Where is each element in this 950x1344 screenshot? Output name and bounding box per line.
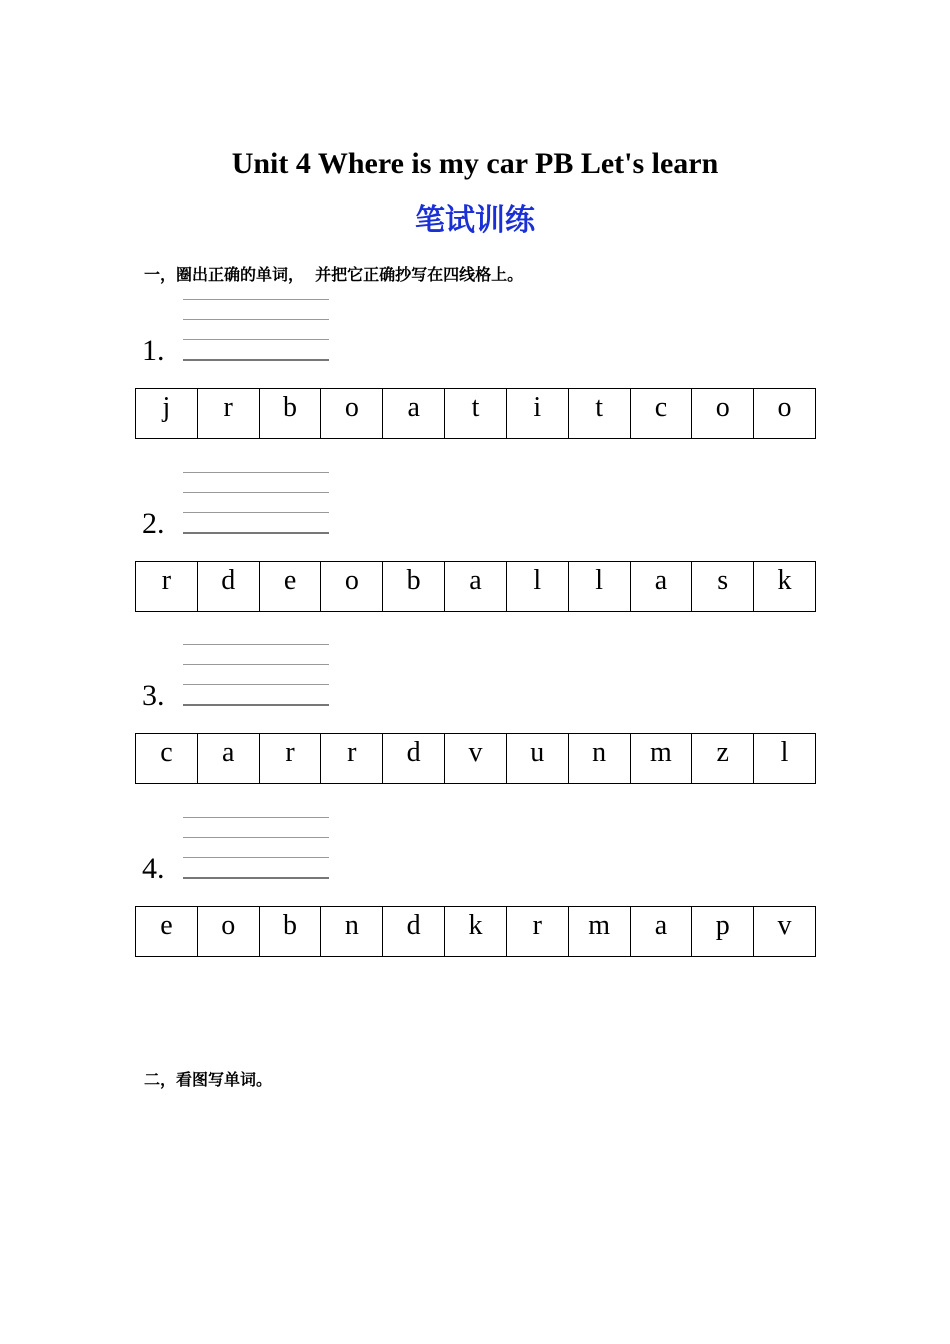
four-line-writing-grid[interactable]	[183, 296, 329, 362]
letter-grid	[135, 388, 816, 439]
four-line-writing-grid[interactable]	[183, 641, 329, 707]
grid-line	[183, 472, 329, 473]
letter-cell[interactable]: s	[692, 562, 754, 611]
letter-cell[interactable]: r	[136, 562, 198, 611]
grid-line	[183, 359, 329, 361]
letter-cell[interactable]: d	[383, 907, 445, 956]
letter-cell[interactable]: e	[136, 907, 198, 956]
letter-cell[interactable]: r	[260, 734, 322, 783]
four-line-writing-grid[interactable]	[183, 814, 329, 880]
letter-grid	[135, 733, 816, 784]
grid-line	[183, 339, 329, 340]
letter-cell[interactable]: k	[445, 907, 507, 956]
letter-cell[interactable]: o	[321, 389, 383, 438]
grid-line	[183, 704, 329, 706]
letter-cell[interactable]: t	[445, 389, 507, 438]
grid-line	[183, 664, 329, 665]
letter-grid	[135, 561, 816, 612]
letter-cell[interactable]: n	[569, 734, 631, 783]
section2-instruction: 二，看图写单词。	[144, 1070, 273, 1089]
letter-cell[interactable]: u	[507, 734, 569, 783]
letter-cell[interactable]: o	[321, 562, 383, 611]
letter-cell[interactable]: l	[569, 562, 631, 611]
letter-cell[interactable]: d	[198, 562, 260, 611]
letter-cell[interactable]: c	[631, 389, 693, 438]
letter-cell[interactable]: l	[507, 562, 569, 611]
letter-cell[interactable]: z	[692, 734, 754, 783]
letter-cell[interactable]: e	[260, 562, 322, 611]
grid-line	[183, 299, 329, 300]
page-title: Unit 4 Where is my car PB Let's learn	[231, 147, 719, 180]
letter-cell[interactable]: b	[260, 907, 322, 956]
grid-line	[183, 319, 329, 320]
letter-cell[interactable]: m	[569, 907, 631, 956]
grid-line	[183, 877, 329, 879]
letter-cell[interactable]: o	[692, 389, 754, 438]
letter-cell[interactable]: o	[777, 392, 792, 423]
grid-line	[183, 817, 329, 818]
question-number: 3.	[142, 679, 165, 712]
letter-cell[interactable]: r	[321, 734, 383, 783]
letter-cell[interactable]: v	[777, 910, 792, 941]
letter-cell[interactable]: a	[631, 562, 693, 611]
grid-line	[183, 532, 329, 534]
letter-cell[interactable]: r	[507, 907, 569, 956]
letter-cell[interactable]: o	[198, 907, 260, 956]
letter-cell[interactable]: v	[445, 734, 507, 783]
letter-cell[interactable]: j	[136, 389, 198, 438]
letter-cell[interactable]: l	[780, 737, 789, 768]
letter-cell[interactable]: p	[692, 907, 754, 956]
letter-cell[interactable]: b	[383, 562, 445, 611]
letter-cell[interactable]: a	[631, 907, 693, 956]
letter-cell[interactable]: a	[198, 734, 260, 783]
letter-cell[interactable]: i	[507, 389, 569, 438]
section1-instruction: 一，圈出正确的单词， 并把它正确抄写在四线格上。	[144, 265, 524, 284]
question-number: 4.	[142, 852, 165, 885]
letter-cell[interactable]: m	[631, 734, 693, 783]
four-line-writing-grid[interactable]	[183, 469, 329, 535]
letter-cell[interactable]: r	[198, 389, 260, 438]
grid-line	[183, 644, 329, 645]
page-subtitle: 笔试训练	[415, 203, 535, 238]
letter-cell[interactable]: a	[383, 389, 445, 438]
letter-cell[interactable]: b	[260, 389, 322, 438]
grid-line	[183, 857, 329, 858]
letter-grid	[135, 906, 816, 957]
grid-line	[183, 837, 329, 838]
letter-cell[interactable]: a	[445, 562, 507, 611]
letter-cell[interactable]: d	[383, 734, 445, 783]
question-number: 2.	[142, 507, 165, 540]
letter-cell[interactable]: n	[321, 907, 383, 956]
grid-line	[183, 684, 329, 685]
grid-line	[183, 492, 329, 493]
grid-line	[183, 512, 329, 513]
question-number: 1.	[142, 334, 165, 367]
letter-cell[interactable]: c	[136, 734, 198, 783]
letter-cell[interactable]: t	[569, 389, 631, 438]
letter-cell[interactable]: k	[777, 565, 792, 596]
